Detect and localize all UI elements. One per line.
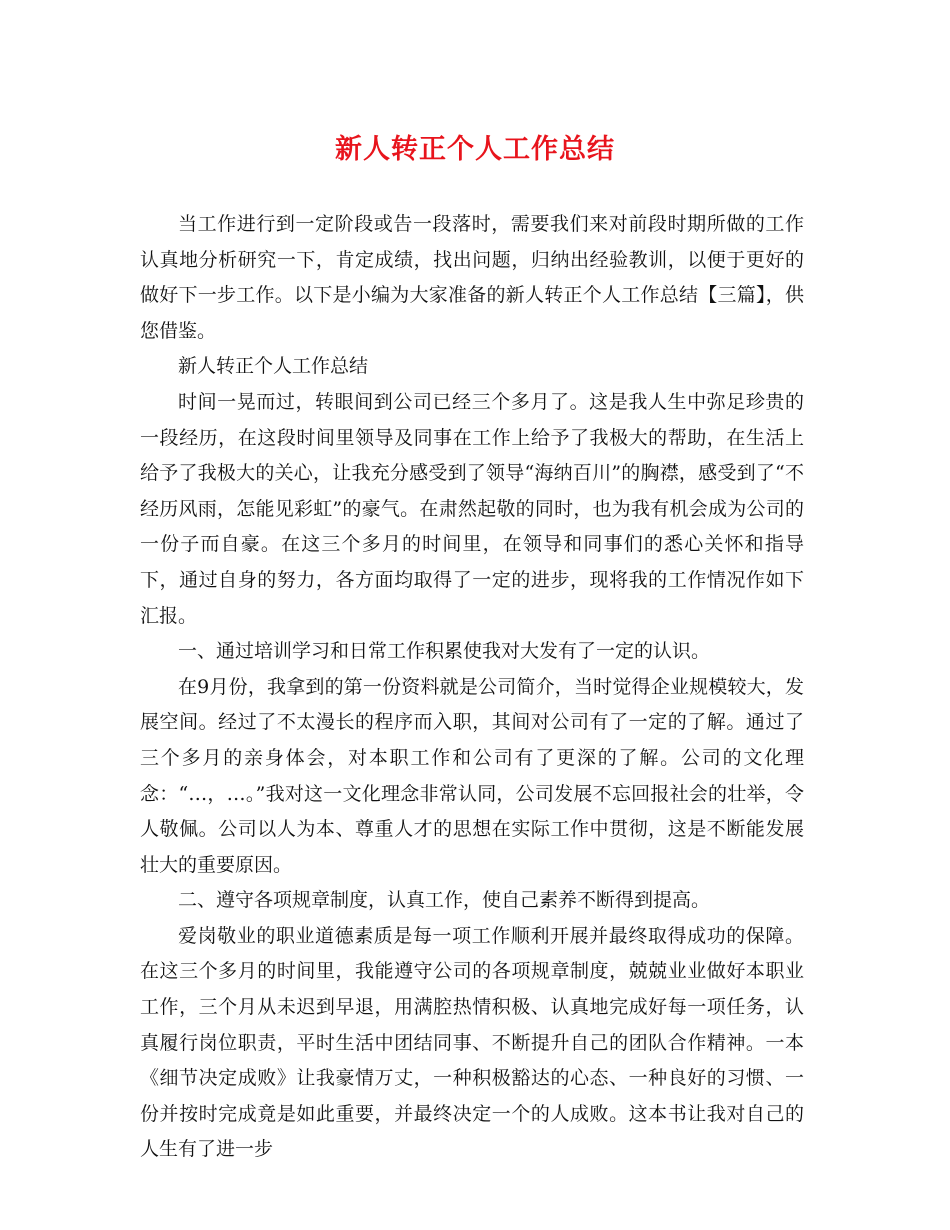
subsection-heading-1: 一、通过培训学习和日常工作积累使我对大发有了一定的认识。 <box>178 640 711 663</box>
body-paragraph: 爱岗敬业的职业道德素质是每一项工作顺利开展并最终取得成功的保障。在这三个多月的时间里，我能遵守公司的各项规章制度，兢兢业业做好本职业工作，三个月从未迟到早退，用满腔热情积极、认真地完成好每一项任务，认真履行岗位职责，平时生活中团结同事、不断提升自己的团队合作精神。一本《细节决定成败》让我豪情万丈，一种积极豁达的心态、一种良好的习惯、一份并按时完成竟是如此重要，并最终决定一个的人成败。这本书让我对自己的人生有了进一步 <box>140 924 804 1161</box>
subsection-heading-2: 二、遵守各项规章制度，认真工作，使自己素养不断得到提高。 <box>178 889 711 912</box>
document-body <box>140 207 804 1168</box>
document-title: 新人转正个人工作总结 <box>335 134 615 165</box>
body-paragraph: 时间一晃而过，转眼间到公司已经三个多月了。这是我人生中弥足珍贵的一段经历，在这段时间里领导及同事在工作上给予了我极大的帮助，在生活上给予了我极大的关心，让我充分感受到了领导“海纳百川”的胸襟，感受到了“不经历风雨，怎能见彩虹”的豪气。在肃然起敬的同时，也为我有机会成为公司的一份子而自豪。在这三个多月的时间里，在领导和同事们的悉心关怀和指导下，通过自身的努力，各方面均取得了一定的进步，现将我的工作情况作如下汇报。 <box>140 390 804 627</box>
section-heading: 新人转正个人工作总结 <box>178 355 369 378</box>
body-paragraph: 在9月份，我拿到的第一份资料就是公司简介，当时觉得企业规模较大，发展空间。经过了不太漫长的程序而入职，其间对公司有了一定的了解。通过了三个多月的亲身体会，对本职工作和公司有了更深的了解。公司的文化理念：“…，…。”我对这一文化理念非常认同，公司发展不忘回报社会的壮举，令人敬佩。公司以人为本、尊重人才的思想在实际工作中贯彻，这是不断能发展壮大的重要原因。 <box>140 675 804 876</box>
intro-paragraph: 当工作进行到一定阶段或告一段落时，需要我们来对前段时期所做的工作认真地分析研究一下，肯定成绩，找出问题，归纳出经验教训，以便于更好的做好下一步工作。以下是小编为大家准备的新人转正个人工作总结【三篇】，供您借鉴。 <box>140 213 804 342</box>
